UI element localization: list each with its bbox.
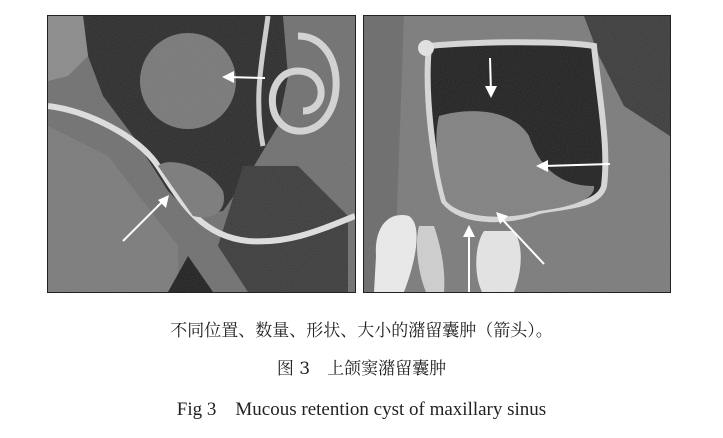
figure-caption-cn: 不同位置、数量、形状、大小的潴留囊肿（箭头）。 xyxy=(170,321,553,341)
ct-image-right xyxy=(363,15,671,293)
ct-scan-coronal-right xyxy=(364,16,670,292)
ct-image-left xyxy=(47,15,356,293)
figure-title-cn: 图 3 上颌窦潴留囊肿 xyxy=(276,359,447,379)
ct-scan-coronal-left xyxy=(48,16,355,292)
figure-title-en: Fig 3 Mucous retention cyst of maxillary sinus xyxy=(176,399,547,420)
